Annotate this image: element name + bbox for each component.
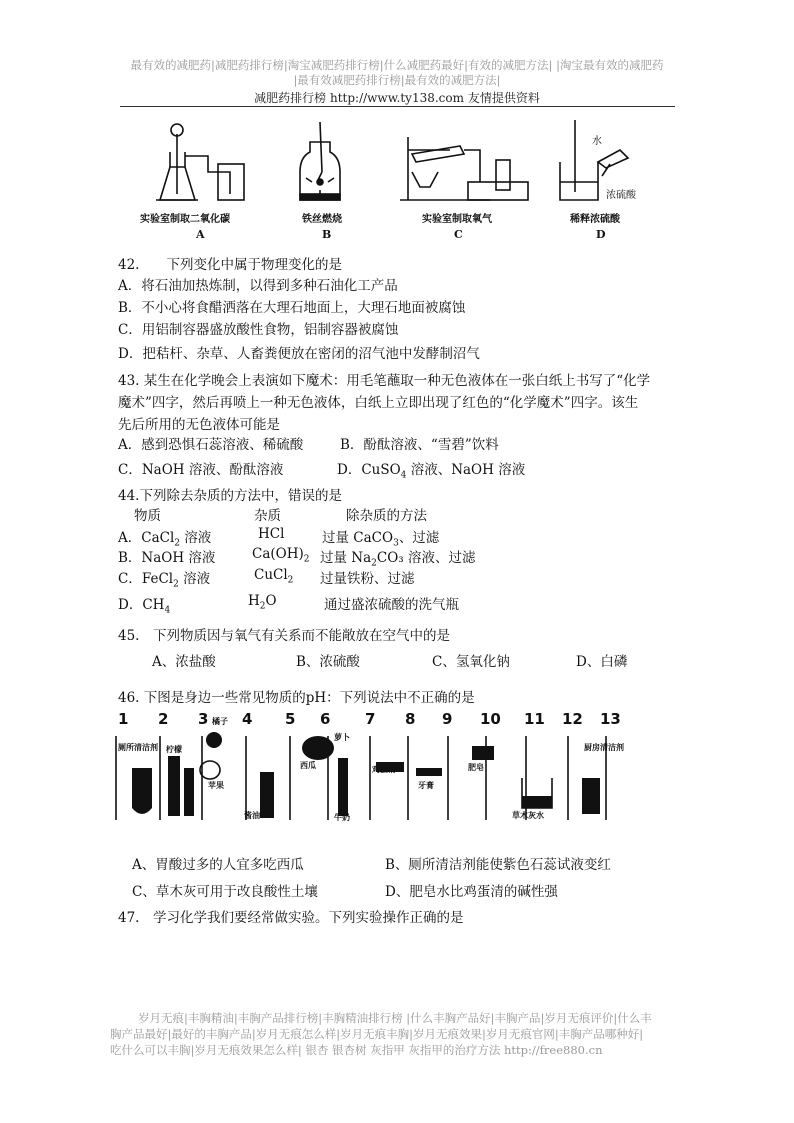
q44-row-d-impurity: $H_2O$ (248, 593, 277, 612)
q45-option-c: C、氢氧化钠 (432, 654, 510, 670)
q44-row-c-substance: C．FeCl$_2$ 溶液 (118, 571, 211, 590)
ph-item-plant-ash: 草木灰水 (512, 811, 544, 820)
ph-number-6: 6 (320, 710, 331, 728)
q43-option-b: B．酚酞溶液、“雪碧”饮料 (340, 437, 499, 453)
header-ad-line-2: |最有效减肥药排行榜|最有效的减肥方法| (293, 73, 501, 87)
iron-burning-drawing (300, 122, 340, 200)
q43-option-d: D．CuSO$_4$ 溶液、NaOH 溶液 (337, 462, 526, 481)
ph-item-soy-sauce: 酱油 (244, 811, 260, 820)
q44-row-d-substance: D．$CH_4$ (118, 597, 171, 616)
q46-option-c: C、草木灰可用于改良酸性土壤 (132, 884, 318, 900)
letter-b: B (322, 228, 332, 241)
ph-number-11: 11 (524, 710, 545, 728)
ph-item-lemon: 柠檬 (166, 745, 182, 754)
ph-number-1: 1 (118, 710, 129, 728)
ph-number-3: 3 (198, 710, 209, 728)
q45-option-b: B、浓硫酸 (296, 654, 360, 670)
q46-option-a: A、胃酸过多的人宜多吃西瓜 (132, 857, 304, 873)
q45-stem: 45. 下列物质因与氧气有关系而不能敞放在空气中的是 (118, 628, 450, 644)
ph-item-watermelon: 西瓜 (300, 761, 316, 770)
label-water: 水 (592, 136, 602, 147)
q44-header-method: 除杂质的方法 (346, 508, 427, 524)
q46-option-d: D、肥皂水比鸡蛋清的碱性强 (385, 884, 558, 900)
ph-item-orange: 橘子 (212, 717, 228, 726)
q43-option-c: C．NaOH 溶液、酚酞溶液 (118, 462, 284, 478)
footer-ad-line-2: 胸产品最好|最好的丰胸产品|岁月无痕怎么样|岁月无痕丰胸|岁月无痕效果|岁月无痕官网|丰胸产品哪种好| (110, 1027, 644, 1041)
letter-c: C (454, 228, 463, 241)
ph-number-7: 7 (365, 710, 376, 728)
q44-row-c-impurity: CuCl$_2$ (254, 567, 294, 586)
q43-line-1: 43. 某生在化学晚会上表演如下魔术：用毛笔蘸取一种无色液体在一张白纸上书写了“化学 (118, 373, 651, 389)
ph-number-9: 9 (442, 710, 453, 728)
ph-number-8: 8 (405, 710, 416, 728)
q44-header-impurity: 杂质 (254, 508, 281, 524)
q43-line-2: 魔术”四字，然后再喷上一种无色液体，白纸上立即出现了红色的“化学魔术”四字。该生 (118, 395, 639, 411)
q42-stem: 42. 下列变化中属于物理变化的是 (118, 257, 342, 273)
q44-row-b-substance: B．NaOH 溶液 (118, 550, 216, 566)
q47-stem: 47. 学习化学我们要经常做实验。下列实验操作正确的是 (118, 910, 464, 926)
caption-a: 实验室制取二氧化碳 (140, 214, 230, 225)
ph-scale-figure (112, 728, 632, 828)
footer-ad-line-1: 岁月无痕|丰胸精油|丰胸产品排行榜|丰胸精油排行榜 |什么丰胸产品好|丰胸产品|岁月无痕评价|什么丰 (138, 1011, 652, 1025)
ph-item-milk: 牛奶 (334, 813, 350, 822)
q44-header-substance: 物质 (134, 508, 161, 524)
oxygen-apparatus-drawing (400, 137, 528, 200)
ph-item-toilet-cleaner: 厕所清洁剂 (118, 743, 158, 752)
letter-a: A (196, 228, 205, 241)
ph-number-12: 12 (562, 710, 583, 728)
q43-line-3: 先后所用的无色液体可能是 (118, 417, 280, 433)
caption-b: 铁丝燃烧 (302, 214, 342, 225)
ph-item-soap: 肥皂 (468, 763, 484, 772)
ph-item-kitchen-cleaner: 厨房清洁剂 (584, 743, 624, 752)
ph-number-4: 4 (242, 710, 253, 728)
header-rule (120, 106, 675, 107)
q44-row-c-method: 过量铁粉、过滤 (320, 571, 415, 587)
letter-d: D (596, 228, 606, 241)
q42-option-b: B．不小心将食醋洒落在大理石地面上，大理石地面被腐蚀 (118, 300, 466, 316)
q42-option-d: D．把秸杆、杂草、人畜粪便放在密闭的沼气池中发酵制沼气 (118, 346, 480, 362)
q46-option-b: B、厕所清洁剂能使紫色石蕊试液变红 (385, 857, 611, 873)
ph-item-radish: 萝卜 (334, 733, 350, 742)
caption-d: 稀释浓硫酸 (570, 214, 620, 225)
ph-item-toothpaste: 牙膏 (418, 781, 434, 790)
q44-row-a-method: 过量 CaCO$_3$、过滤 (322, 530, 440, 549)
q44-row-d-method: 通过盛浓硫酸的洗气瓶 (324, 597, 459, 613)
apparatus-figure (150, 112, 630, 212)
q42-option-a: A．将石油加热炼制，以得到多种石油化工产品 (118, 278, 398, 294)
ph-number-2: 2 (158, 710, 169, 728)
q45-option-d: D、白磷 (576, 654, 628, 670)
q44-row-b-impurity: $Ca(OH)_2$ (252, 546, 310, 565)
q46-stem: 46. 下图是身边一些常见物质的pH：下列说法中不正确的是 (118, 690, 475, 706)
label-acid: 浓硫酸 (606, 190, 636, 201)
q44-row-b-method: 过量 $Na_2CO_3$ 溶液、过滤 (320, 550, 476, 569)
q42-option-c: C．用铝制容器盛放酸性食物，铝制容器被腐蚀 (118, 322, 399, 338)
ph-number-5: 5 (285, 710, 296, 728)
q44-stem: 44.下列除去杂质的方法中，错误的是 (118, 488, 342, 504)
q45-option-a: A、浓盐酸 (152, 654, 216, 670)
header-ad-line-1: 最有效的减肥药|减肥药排行榜|淘宝减肥药排行榜|什么减肥药最好|有效的减肥方法| |淘宝最有效的减肥药 (130, 58, 664, 72)
header-source-line: 减肥药排行榜 http://www.ty138.com 友情提供资料 (254, 91, 540, 105)
ph-number-10: 10 (480, 710, 501, 728)
ph-number-13: 13 (600, 710, 621, 728)
q44-row-a-impurity: HCl (258, 526, 285, 542)
ph-item-egg-white: 鸡蛋清 (372, 765, 396, 774)
q43-option-a: A．感到恐惧石蕊溶液、稀硫酸 (118, 437, 304, 453)
q44-row-a-substance: A．CaCl$_2$ 溶液 (118, 530, 212, 549)
co2-apparatus-drawing (156, 124, 244, 200)
caption-c: 实验室制取氧气 (422, 214, 492, 225)
footer-ad-line-3: 吃什么可以丰胸|岁月无痕效果怎么样| 银杏 银杏树 灰指甲 灰指甲的治疗方法 http://free880.cn (110, 1043, 603, 1057)
ph-item-apple: 苹果 (208, 781, 224, 790)
